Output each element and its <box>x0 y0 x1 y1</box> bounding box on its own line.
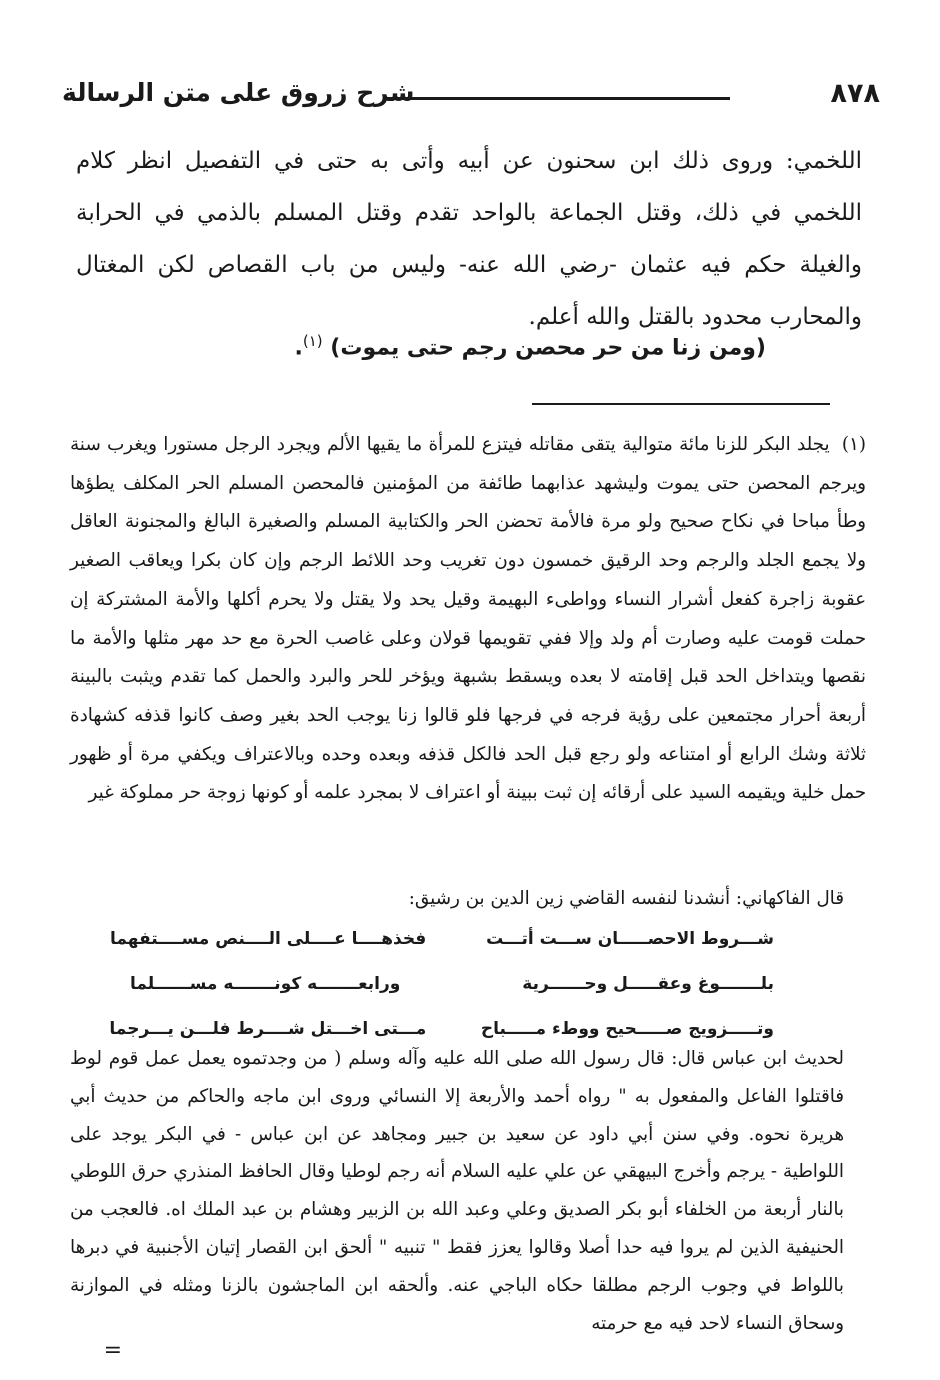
poem-verse <box>110 916 774 961</box>
footnote-number: (١) <box>841 434 866 455</box>
poem-verse <box>130 961 774 1006</box>
poem-hemistich-first: وتـــــزويج صـــــحيح ووطء مـــــباح <box>480 1018 774 1039</box>
poem-intro: قال الفاكهاني: أنشدنا لنفسه القاضي زين الدين بن رشيق: <box>408 888 844 909</box>
running-title: شرح زروق على متن الرسالة <box>62 78 415 107</box>
footnote-text: يجلد البكر للزنا مائة متوالية يتقى مقاتله فيتزع للمرأة ما يقيها الألم ويجرد الرجل مستورا ويغرب سنة ويرجم المحصن حتى يموت وليشهد عذابهما طائفة من المؤمنين فالمحصن المسلم الحر المكلف يطؤها وطأ مباحا في نكاح صحيح ولو مرة فالأمة تحضن الحر والكتابية المسلم والصغيرة البالغ والمجنونة العاقل ولا يجمع الجلد والرجم وحد الرقيق خمسون دون تغريب وحد اللائط الرجم وإن كان بكرا ويعاقب الصغير عقوبة زاجرة كفعل أشرار النساء وواطىء البهيمة وقيل يحد ولا يقتل ولا يحرم أكلها والأمة المشتركة إن حملت قومت عليه وصارت أم ولد وإلا ففي تقويمها قولان وعلى غاصب الحرة مع حد مهر مثلها والأمة ما نقصها ويتداخل الحد قبل إقامته لا بعده ويسقط بشبهة ويؤخر للحر والبرد والحمل كما تقدم ويثبت بالبينة أربعة أحرار مجتمعين على رؤية فرجه في فرجها فلو قالوا زنا يوجب الحد بغير وصف كانوا قذفه كشهادة ثلاثة وشك الرابع أو امتناعه ولو رجع قبل الحد فالكل قذفه وبعده وحده وبالاعتراف ويكفي مرة أو ظهور حمل خلية ويقيمه السيد على أرقائه إن ثبت ببينة أو اعتراف لا بمجرد علمه أو كونها زوجة حر مملوكة غير <box>70 434 866 804</box>
poem-hemistich-second: فخذهــــا عــــلى الــــنص مســــتفهما <box>110 928 427 949</box>
poem <box>109 916 774 1051</box>
commentary-paragraph: اللخمي: وروى ذلك ابن سحنون عن أبيه وأتى به حتى في التفصيل انظر كلام اللخمي في ذلك، وقتل الجماعة بالواحد تقدم وقتل المسلم بالذمي في الحرابة والغيلة حكم فيه عثمان -رضي الله عنه- وليس من باب القصاص لكن المغتال والمحارب محدود بالقتل والله أعلم. <box>76 148 862 330</box>
running-header <box>62 78 880 118</box>
poem-hemistich-first: بلـــــــوغ وعقـــــل وحــــــرية <box>522 973 774 994</box>
continuation-mark: = <box>103 1338 122 1363</box>
header-rule <box>385 97 730 100</box>
poem-hemistich-second: ورابعـــــــه كونـــــــه مســــــلما <box>130 973 401 994</box>
poem-hemistich-second: مـــتى اخـــتل شــــرط فلـــن يـــرجما <box>109 1018 427 1039</box>
hadith-paragraph <box>70 1040 844 1342</box>
footnote-separator <box>532 403 830 405</box>
poem-hemistich-first: شـــروط الاحصـــــان ســـت أتـــت <box>486 928 774 949</box>
matn-quote: (ومن زنا من حر محصن رجم حتى يموت) $^{(١)}$. <box>294 332 766 361</box>
matn-text: (ومن زنا من حر محصن رجم حتى يموت) <box>330 335 766 361</box>
hadith-text: لحديث ابن عباس قال: قال رسول الله صلى الله عليه وآله وسلم ( من وجدتموه يعمل عمل قوم لوط فاقتلوا الفاعل والمفعول به " رواه أحمد والأربعة إلا النسائي وروى ابن ماجه والحاكم من حديث أبي هريرة نحوه. وفي سنن أبي داود عن سعيد بن جبير ومجاهد عن ابن عباس - في البكر يوجد على اللواطية - يرجم وأخرج البيهقي عن علي عليه السلام أنه رجم لوطيا وقال الحافظ المنذري حرق اللوطي بالنار أربعة من الخلفاء أبو بكر الصديق وعلي وعبد الله بن الزبير وهشام بن عبد الملك اه. فالعجب من الحنيفية الذين لم يروا فيه حدا أصلا وقالوا يعزز فقط " تنبيه " ألحق ابن القصار إتيان الأجنبية في دبرها باللواط في وجوب الرجم مطلقا حكاه الباجي عنه. وألحقه ابن الماجشون بالزنا ومثله في الموازنة وسحاق النساء لاحد فيه مع حرمته <box>70 1048 844 1334</box>
page-number: ٨٧٨ <box>830 78 880 109</box>
main-commentary <box>76 135 862 343</box>
footnote <box>70 426 866 813</box>
footnote-reference[interactable]: (١) <box>302 332 323 350</box>
